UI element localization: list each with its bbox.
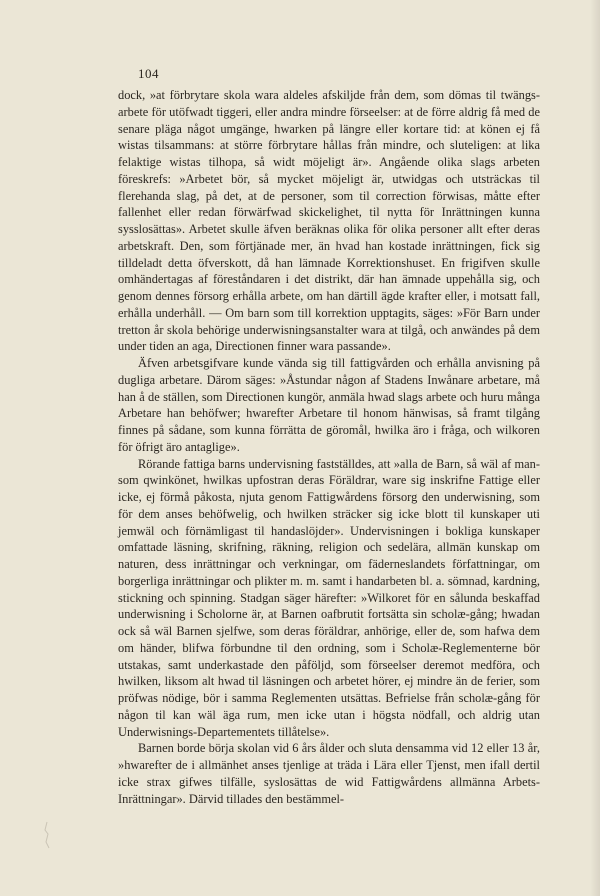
paragraph: Rörande fattiga barns undervisning fastställdes, att »alla de Barn, så wäl af man- som qwinkönet, hwilkas upfostran deras Föräldrar, ware sig inskrifne Fattige eller icke, ej förmå påkosta, njuta genom Fattigwårdens försorg den underwisning, som för dem anses behöfwelig, och hwilken sträcker sig icke blott til kunskaper uti jemwäl och förnämligast til handaslöjder». Undervisningen i bokliga kunskaper omfattade läsning, skrifning, räkning, religion och sedelära, allmän kunskap om naturen, dess inrättningar och verkningar, om fäderneslandets författningar, om borgerliga inrättningar och plikter m. m. samt i handarbeten bl. a. sömnad, kardning, stickning och spinning. Stadgan säger härefter: »Wilkoret för en sålunda beskaffad underwisning i Scholorne är, at Barnen oafbrutit fortsätta sin scholæ-gång; hwadan ock så wäl Barnen sjelfwe, som deras föräldrar, anhörige, eller de, som hafwa dem om händer, blifwa förbundne til den ordning, som i Scholæ-Reglementerne bör utstakas, samt underkastade den påföljd, som förseelser deremot medföra, och hwilken, liksom alt hwad til läsningen och arbetet hörer, ej mindre än de ferier, som pröfwas nödige, bör i samma Reglementen utsättas. Befrielse från scholæ-gång för någon til kan wäl äga rum, men icke utan i högsta nödfall, och aldrig utan Underwisnings-Departementets tillåtelse». bbox=[118, 456, 540, 739]
page-number: 104 bbox=[138, 66, 159, 81]
page-edge-shadow bbox=[590, 0, 600, 896]
body-text bbox=[118, 87, 540, 807]
margin-smudge bbox=[40, 820, 54, 850]
paragraph: Barnen borde börja skolan vid 6 års ålder och sluta densamma vid 12 eller 13 år, »hwarefter de i allmänhet anses tjenlige at träda i Lära eller Tjenst, men ifall dertil icke strax gifwes tilfälle, syslosättas de wid Fattigwårdens allmänna Arbets-Inrättningar». Därvid tillades den bestämmel- bbox=[118, 741, 540, 806]
paragraph: Äfven arbetsgifvare kunde vända sig till fattigvården och erhålla anvisning på dugliga arbetare. Därom säges: »Åstundar någon af Stadens Inwånare arbetare, må han å de ställen, som Directionen kungör, anmäla hwad slags arbete och huru många Arbetare han behöfwer; hwarefter Arbetare til honom hänwisas, så framt tilgång finnes på sådane, som kunna förrätta de göromål, hwilka äro i fråga, och wilkoren för öfrigt äro antaglige». bbox=[118, 356, 540, 454]
paragraph: dock, »at förbrytare skola wara aldeles afskiljde från dem, som dömas til twängs-arbete för utöfwadt tiggeri, eller andra mindre förseelser: at de förre aldrig få med de senare pläga något umgänge, hwarken på längre eller kortare tid: at könen ej få wistas tilsammans: at större förbrytare hållas från mindre, och sluteligen: at lika felaktige wistas tilhopa, så widt möjeligt är». Angående olika slags arbeten föreskrefs: »Arbetet bör, så mycket möjeligt är, utwidgas och utsträckas til flerehanda slag, på det, at de personer, som til correction förwisas, måtte efter fallenhet eller redan förwärfwad skickelighet, til nytta för Inrättningen kunna sysslosättas». Arbetet skulle äfven beräknas olika för olika personer allt efter deras arbetskraft. Den, som förtjänade mer, än hvad han kostade inrättningen, fick sig tilldeladt detta öfverskott, då han lämnade Korrektionshuset. En frigifven skulle omhändertagas af föreståndaren i det distrikt, där han ämnade uppehålla sig, och genom dennes försorg erhålla arbete, om han därtill ägde krafter eller, i motsatt fall, erhålla underhåll. — Om barn som till korrektion upptagits, säges: »För Barn under tretton år skola behörige underwisningsanstalter wara at tilgå, och anwändes på dem under tiden an aga, Directionen finner wara passande». bbox=[118, 88, 540, 354]
